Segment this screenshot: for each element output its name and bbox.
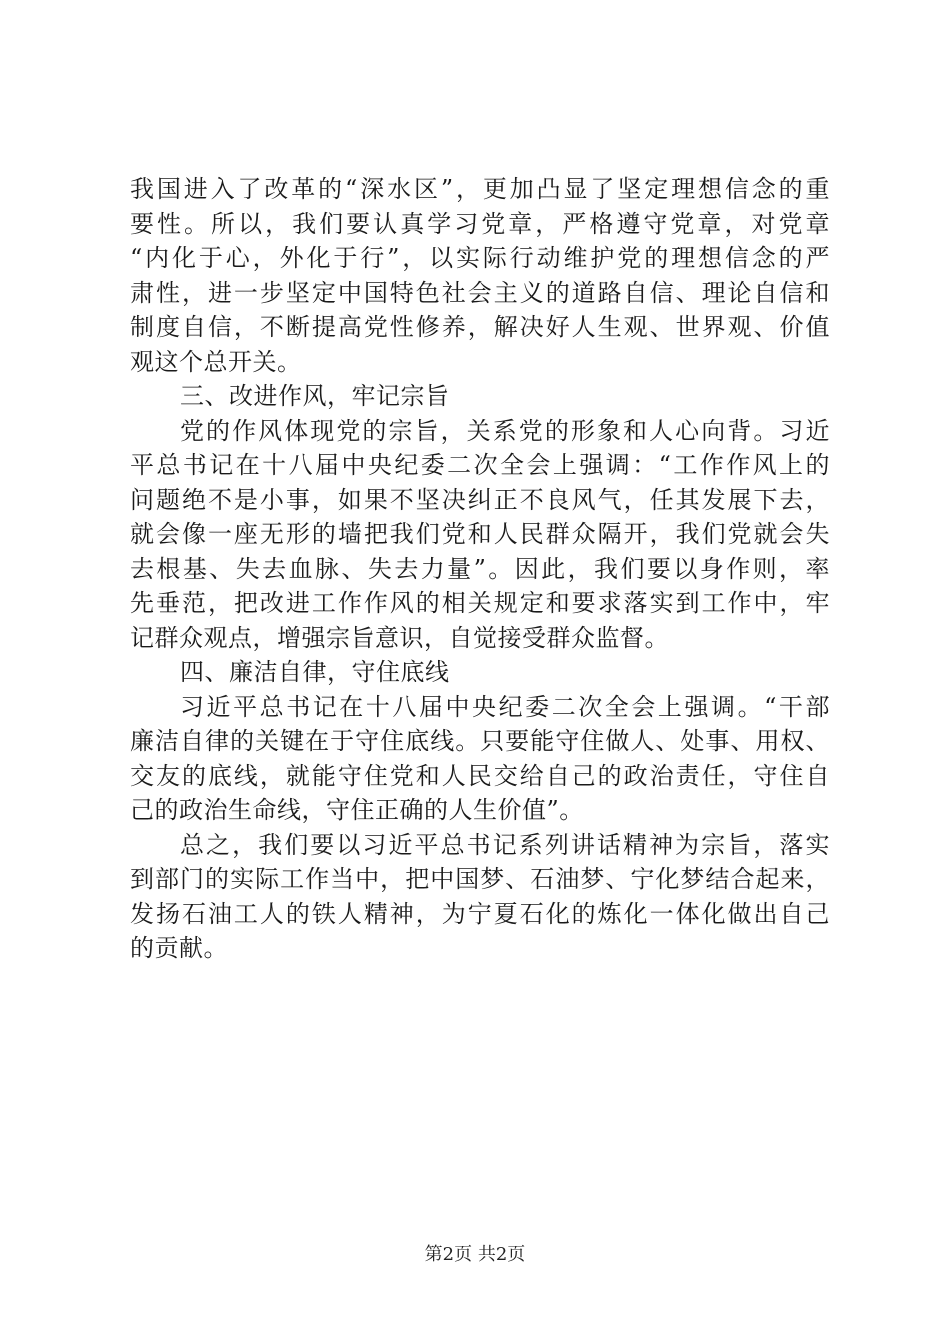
text-line: 习近平总书记在十八届中央纪委二次全会上强调。“干部: [180, 692, 830, 721]
text-line: 去根基、失去血脉、失去力量”。因此，我们要以身作则，率: [130, 554, 830, 583]
text-line: “内化于心，外化于行”，以实际行动维护党的理想信念的严: [130, 244, 830, 272]
text-line: 发扬石油工人的铁人精神，为宁夏石化的炼化一体化做出自己: [130, 899, 830, 928]
text-line: 观这个总开关。: [130, 347, 302, 376]
text-line: 党的作风体现党的宗旨，关系党的形象和人心向背。习近: [180, 416, 830, 445]
text-line: 我国进入了改革的“深水区”，更加凸显了坚定理想信念的重: [130, 175, 830, 203]
text-line: 平总书记在十八届中央纪委二次全会上强调：“工作作风上的: [130, 451, 830, 479]
text-line: 交友的底线，就能守住党和人民交给自己的政治责任，守住自: [130, 761, 830, 790]
text-line: 肃性，进一步坚定中国特色社会主义的道路自信、理论自信和: [130, 278, 830, 307]
text-line: 要性。所以，我们要认真学习党章，严格遵守党章，对党章: [130, 209, 830, 238]
page-number-footer: 第2页 共2页: [424, 1244, 526, 1265]
text-line: 先垂范，把改进工作作风的相关规定和要求落实到工作中，牢: [130, 589, 830, 617]
section-heading: 三、改进作风，牢记宗旨: [180, 382, 450, 410]
text-line: 到部门的实际工作当中，把中国梦、石油梦、宁化梦结合起来，: [130, 865, 830, 893]
text-line: 廉洁自律的关键在于守住底线。只要能守住做人、处事、用权、: [130, 727, 830, 755]
text-line: 的贡献。: [130, 934, 228, 962]
text-line: 问题绝不是小事，如果不坚决纠正不良风气，任其发展下去，: [130, 485, 830, 514]
text-line: 己的政治生命线，守住正确的人生价值”。: [130, 796, 584, 824]
text-line: 记群众观点，增强宗旨意识，自觉接受群众监督。: [130, 623, 669, 652]
text-line: 就会像一座无形的墙把我们党和人民群众隔开，我们党就会失: [130, 520, 830, 548]
document-body: [130, 172, 830, 966]
section-heading: 四、廉洁自律，守住底线: [180, 658, 450, 686]
text-line: 总之，我们要以习近平总书记系列讲话精神为宗旨，落实: [180, 830, 830, 859]
text-line: 制度自信，不断提高党性修养，解决好人生观、世界观、价值: [130, 313, 830, 341]
